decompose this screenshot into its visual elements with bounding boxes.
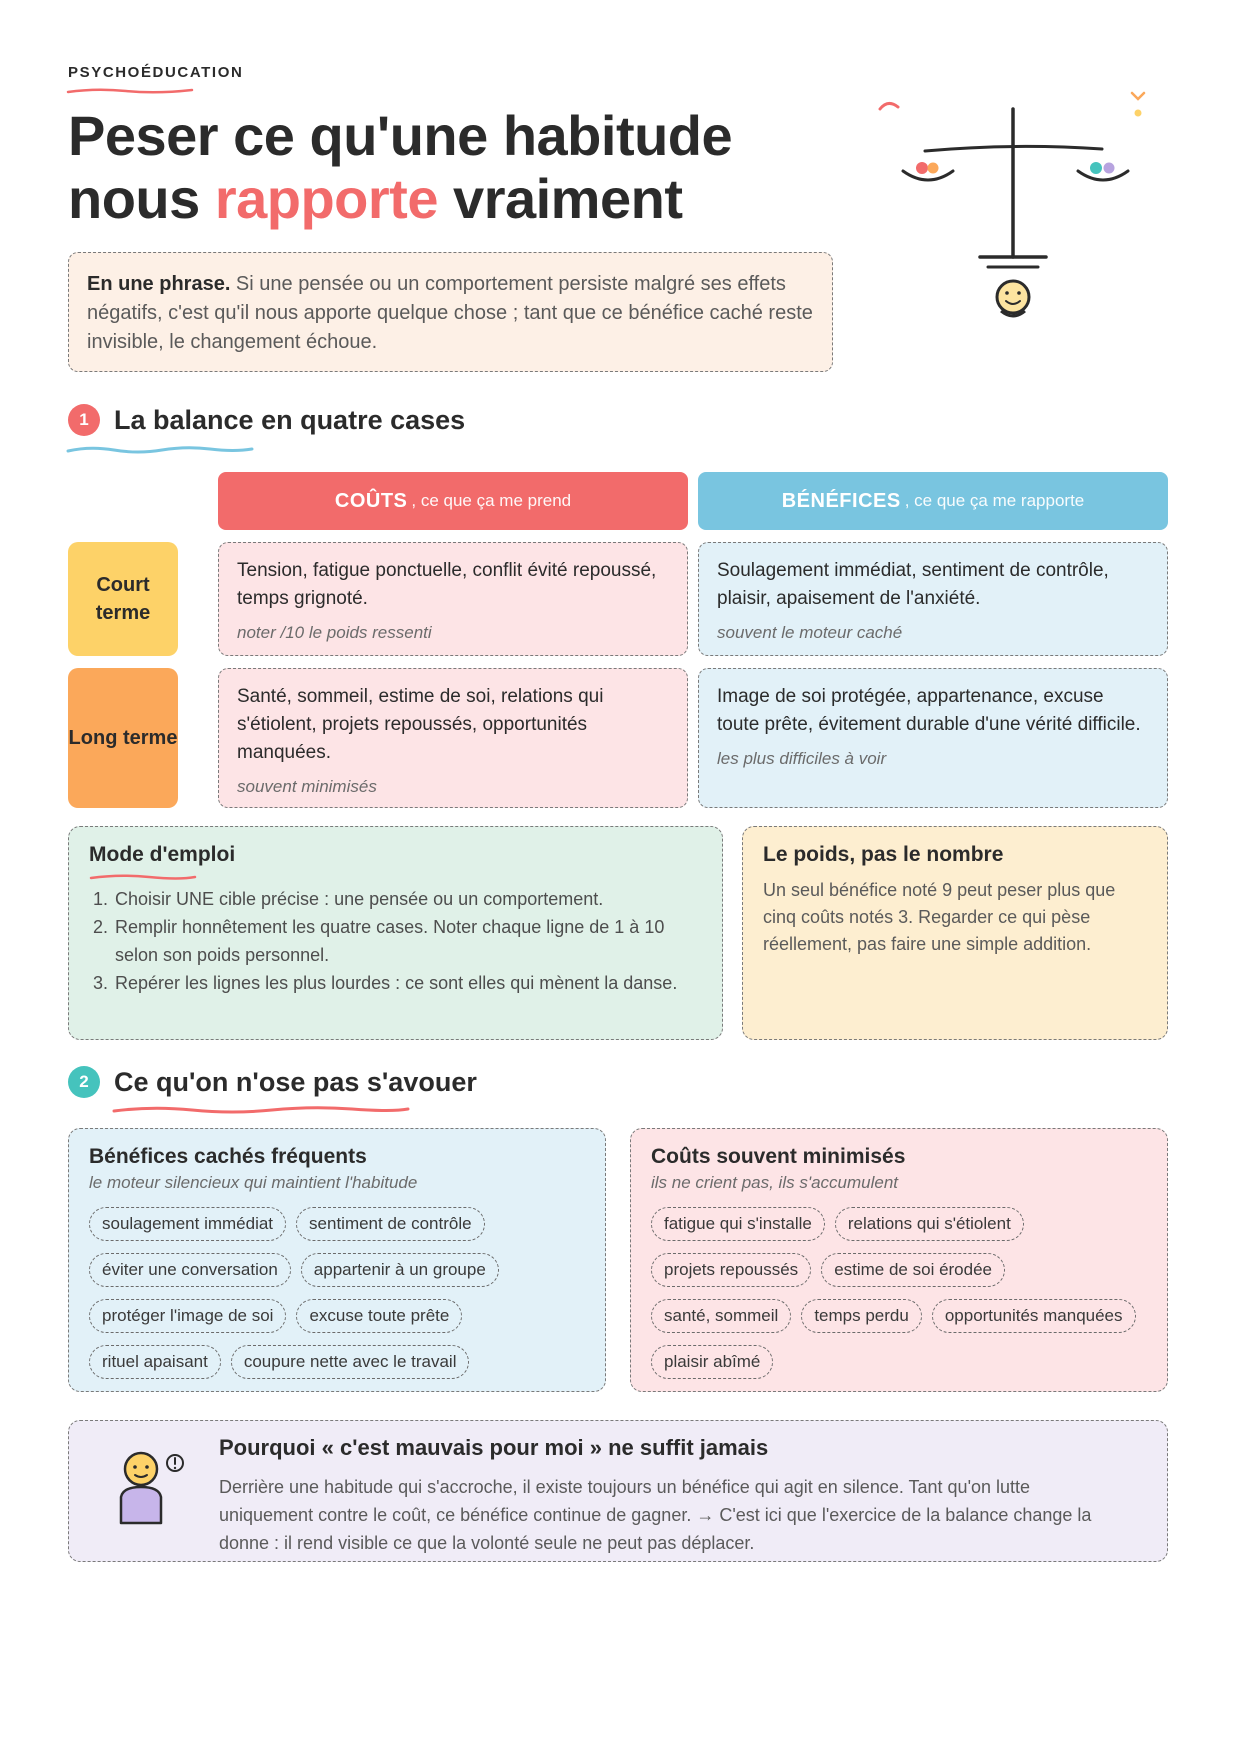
chip: estime de soi érodée bbox=[821, 1253, 1005, 1287]
row-header-long-term: Long terme bbox=[68, 668, 178, 808]
chip: temps perdu bbox=[801, 1299, 922, 1333]
section2-squiggle bbox=[112, 1104, 412, 1116]
cell-text: Soulagement immédiat, sentiment de contrôle, plaisir, apaisement de l'anxiété. bbox=[717, 560, 1109, 609]
step-item: 3. Repérer les lignes les plus lourdes : ce sont elles qui mènent la danse. bbox=[113, 969, 702, 997]
chip: projets repoussés bbox=[651, 1253, 811, 1287]
person-thinking-illustration bbox=[109, 1447, 199, 1537]
chip: rituel apaisant bbox=[89, 1345, 221, 1379]
benefits-column-header bbox=[698, 472, 1168, 530]
benefits-label: BÉNÉFICES bbox=[781, 489, 901, 512]
cell-long-benefits bbox=[698, 668, 1168, 808]
chip: coupure nette avec le travail bbox=[231, 1345, 470, 1379]
step-item: 2. Remplir honnêtement les quatre cases. Noter chaque ligne de 1 à 10 selon son poids personnel. bbox=[113, 913, 702, 969]
benefits-sub: , ce que ça me rapporte bbox=[904, 491, 1085, 510]
hidden-benefits-sub: le moteur silencieux qui maintient l'habitude bbox=[89, 1173, 418, 1192]
summary-box bbox=[68, 252, 833, 372]
title-line2-end: vraiment bbox=[437, 167, 683, 230]
section2-heading bbox=[68, 1066, 477, 1098]
row-header-short-term: Court terme bbox=[68, 542, 178, 656]
title-accent: rapporte bbox=[214, 167, 438, 230]
section1-number: 1 bbox=[68, 404, 100, 436]
chip: opportunités manquées bbox=[932, 1299, 1136, 1333]
summary-text: Si une pensée ou un comportement persiste malgré ses effets négatifs, c'est qu'il nous apporte quelque chose ; tant que ce bénéfice caché reste invisible, le changement échoue. bbox=[87, 273, 813, 353]
cell-note: souvent minimisés bbox=[237, 777, 377, 796]
chip: relations qui s'étiolent bbox=[835, 1207, 1024, 1241]
mode-emploi-steps bbox=[113, 885, 702, 997]
mode-emploi-title: Mode d'emploi bbox=[89, 843, 236, 866]
section1-heading bbox=[68, 404, 465, 436]
page-title bbox=[68, 104, 828, 230]
step-item: 1. Choisir UNE cible précise : une pensée ou un comportement. bbox=[113, 885, 702, 913]
balance-scale-illustration bbox=[870, 85, 1160, 345]
section1-title: La balance en quatre cases bbox=[114, 404, 466, 435]
chip: excuse toute prête bbox=[296, 1299, 462, 1333]
costs-sub: , ce que ça me prend bbox=[411, 491, 572, 510]
weight-panel bbox=[742, 826, 1168, 1040]
cell-text: Image de soi protégée, appartenance, excuse toute prête, évitement durable d'une vérité difficile. bbox=[717, 686, 1141, 735]
hidden-benefits-title: Bénéfices cachés fréquents bbox=[89, 1145, 367, 1168]
cell-text: Santé, sommeil, estime de soi, relations qui s'étiolent, projets repoussés, opportunités manquées. bbox=[237, 686, 604, 763]
cell-note: souvent le moteur caché bbox=[717, 623, 903, 642]
weight-text: Un seul bénéfice noté 9 peut peser plus que cinq coûts notés 3. Regarder ce qui pèse réellement, pas faire une simple addition. bbox=[763, 880, 1116, 954]
minimized-costs-panel bbox=[630, 1128, 1168, 1392]
cell-text: Tension, fatigue ponctuelle, conflit évité repoussé, temps grignoté. bbox=[237, 560, 657, 609]
chip: appartenir à un groupe bbox=[301, 1253, 499, 1287]
kicker-underline bbox=[66, 86, 196, 96]
summary-lead: En une phrase. bbox=[87, 273, 231, 295]
section1-squiggle bbox=[66, 444, 256, 456]
minimized-costs-title: Coûts souvent minimisés bbox=[651, 1145, 906, 1168]
why-panel bbox=[68, 1420, 1168, 1562]
mode-emploi-underline bbox=[89, 873, 199, 881]
chip: sentiment de contrôle bbox=[296, 1207, 485, 1241]
costs-label: COÛTS bbox=[334, 489, 408, 512]
section2-number: 2 bbox=[68, 1066, 100, 1098]
kicker: PSYCHOÉDUCATION bbox=[68, 64, 244, 81]
minimized-costs-chips bbox=[651, 1207, 1147, 1379]
cell-long-costs bbox=[218, 668, 688, 808]
mode-emploi-panel bbox=[68, 826, 723, 1040]
minimized-costs-sub: ils ne crient pas, ils s'accumulent bbox=[651, 1173, 899, 1192]
weight-title: Le poids, pas le nombre bbox=[763, 843, 1004, 866]
title-line1: Peser ce qu'une habitude bbox=[68, 104, 733, 167]
costs-column-header bbox=[218, 472, 688, 530]
hidden-benefits-chips bbox=[89, 1207, 585, 1379]
title-line2-start: nous bbox=[68, 167, 215, 230]
hidden-benefits-panel bbox=[68, 1128, 606, 1392]
cell-short-costs bbox=[218, 542, 688, 656]
chip: soulagement immédiat bbox=[89, 1207, 286, 1241]
chip: protéger l'image de soi bbox=[89, 1299, 286, 1333]
chip: éviter une conversation bbox=[89, 1253, 291, 1287]
chip: plaisir abîmé bbox=[651, 1345, 773, 1379]
cell-note: noter /10 le poids ressenti bbox=[237, 623, 432, 642]
cell-short-benefits bbox=[698, 542, 1168, 656]
cell-note: les plus difficiles à voir bbox=[717, 749, 887, 768]
why-title: Pourquoi « c'est mauvais pour moi » ne suffit jamais bbox=[219, 1435, 769, 1460]
section2-title: Ce qu'on n'ose pas s'avouer bbox=[114, 1066, 477, 1097]
chip: santé, sommeil bbox=[651, 1299, 791, 1333]
chip: fatigue qui s'installe bbox=[651, 1207, 825, 1241]
why-text: Derrière une habitude qui s'accroche, il existe toujours un bénéfice qui agit en silence. Tant qu'on lutte uniquement contre le coût, ce bénéfice continue de gagner. → C'est ici que l'exercice de la balance change la donne : il rend visible ce que la volonté seule ne peut pas déplacer. bbox=[219, 1477, 1092, 1553]
